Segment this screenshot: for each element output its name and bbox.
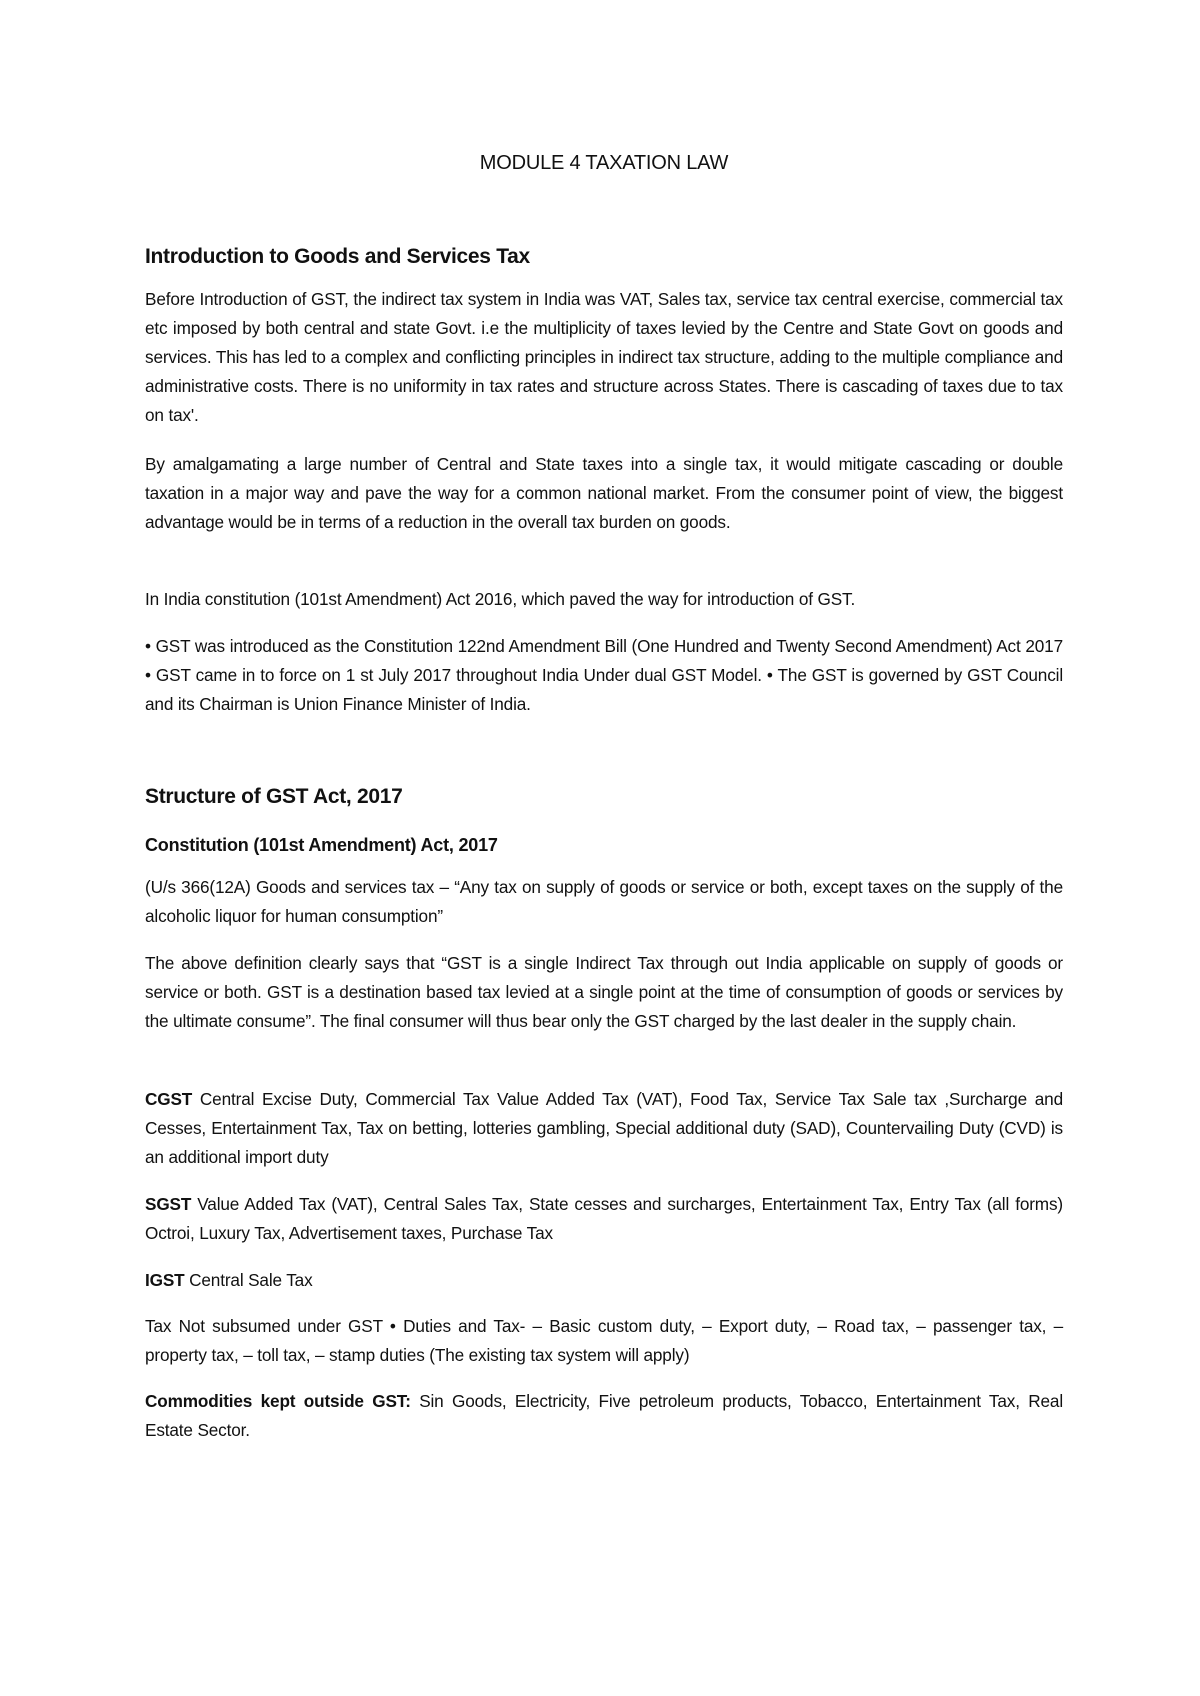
paragraph-intro-before-gst: Before Introduction of GST, the indirect tax system in India was VAT, Sales tax, service tax central exercise, commercial tax etc imposed by both central and state Govt. i.e the multiplicity of taxes levied by the Centre and State Govt on goods and services. This has led to a complex and conflicting principles in indirect tax structure, adding to the multiple compliance and administrative costs. There is no uniformity in tax rates and structure across States. There is cascading of taxes due to tax on tax'. (145, 289, 1063, 425)
cgst-text: Central Excise Duty, Commercial Tax Value Added Tax (VAT), Food Tax, Service Tax Sale tax ,Surcharge and Cesses, Entertainment Tax, Tax on betting, lotteries gambling, Special additional duty (SAD), Countervailing Duty (CVD) is an additional import duty (145, 1089, 1063, 1167)
paragraph-cgst (145, 1085, 1063, 1172)
section-subheading-amendment: Constitution (101st Amendment) Act, 2017 (145, 835, 498, 855)
paragraph-definition-explained: The above definition clearly says that “GST is a single Indirect Tax through out India applicable on supply of goods or service or both. GST is a destination based tax levied at a single point at the time of consumption of goods or services by the ultimate consume”. The final consumer will thus bear only the GST charged by the last dealer in the supply chain. (145, 953, 1063, 1031)
paragraph-intro-amalgamating: By amalgamating a large number of Central and State taxes into a single tax, it would mitigate cascading or double taxation in a major way and pave the way for a common national market. From the consumer point of view, the biggest advantage would be in terms of a reduction in the overall tax burden on goods. (145, 454, 1063, 532)
sgst-text: Value Added Tax (VAT), Central Sales Tax, State cesses and surcharges, Entertainment Tax, Entry Tax (all forms) Octroi, Luxury Tax, Advertisement taxes, Purchase Tax (145, 1194, 1063, 1243)
paragraph-intro-bullets: • GST was introduced as the Constitution 122nd Amendment Bill (One Hundred and Twenty Second Amendment) Act 2017 • GST came in to force on 1 st July 2017 throughout India Under dual GST Model. • The GST is governed by GST Council and its Chairman is Union Finance Minister of India. (145, 636, 1063, 714)
paragraph-sgst (145, 1190, 1063, 1248)
commodities-outside-text: Sin Goods, Electricity, Five petroleum products, Tobacco, Entertainment Tax, Real Estate Sector. (145, 1391, 1063, 1440)
cgst-label: CGST (145, 1089, 193, 1109)
paragraph-igst (145, 1266, 1063, 1295)
section-heading-structure: Structure of GST Act, 2017 (145, 785, 403, 808)
igst-text: Central Sale Tax (184, 1270, 313, 1290)
paragraph-commodities-outside (145, 1387, 1063, 1445)
paragraph-not-subsumed: Tax Not subsumed under GST • Duties and Tax- – Basic custom duty, – Export duty, – Road tax, – passenger tax, – property tax, – toll tax, – stamp duties (The existing tax system will apply) (145, 1316, 1063, 1365)
paragraph-gst-definition: (U/s 366(12A) Goods and services tax – “Any tax on supply of goods or service or both, except taxes on the supply of the alcoholic liquor for human consumption” (145, 877, 1063, 926)
commodities-outside-label: Commodities kept outside GST: (145, 1391, 411, 1411)
igst-label: IGST (145, 1270, 185, 1290)
section-heading-introduction: Introduction to Goods and Services Tax (145, 245, 530, 268)
paragraph-intro-constitution: In India constitution (101st Amendment) Act 2016, which paved the way for introduction of GST. (145, 589, 856, 609)
document-title: MODULE 4 TAXATION LAW (479, 152, 729, 174)
sgst-label: SGST (145, 1194, 192, 1214)
